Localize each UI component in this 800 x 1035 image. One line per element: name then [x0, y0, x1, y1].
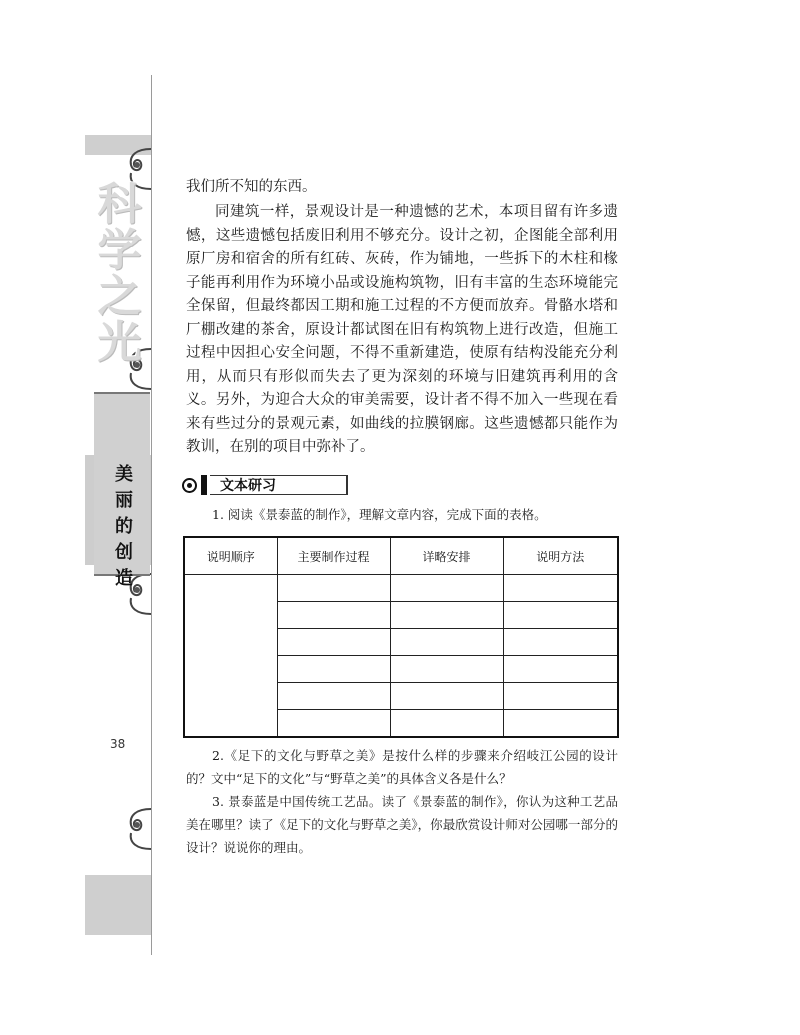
question-1: 1. 阅读《景泰蓝的制作》，理解文章内容，完成下面的表格。 [212, 507, 547, 522]
page-number: 38 [110, 737, 126, 751]
study-section-header [182, 475, 348, 495]
answer-table-wrapper [183, 536, 617, 734]
table-cell[interactable] [277, 683, 390, 710]
question-3: 3. 景泰蓝是中国传统工艺品。读了《景泰蓝的制作》，你认为这种工艺品美在哪里？读了《足下的文化与野草之美》，你最欣赏设计师对公园哪一部分的设计？说说你的理由。 [186, 794, 618, 855]
table-cell[interactable] [277, 602, 390, 629]
table-header-method: 说明方法 [503, 537, 618, 575]
table-cell[interactable] [390, 575, 503, 602]
table-cell[interactable] [503, 683, 618, 710]
question-2: 2.《足下的文化与野草之美》是按什么样的步骤来介绍岐江公园的设计的？文中“足下的文化”与“野草之美”的具体含义各是什么？ [186, 748, 618, 786]
table-cell[interactable] [503, 575, 618, 602]
table-cell[interactable] [277, 575, 390, 602]
bullet-icon [182, 478, 197, 493]
margin-strip-bottom [85, 875, 151, 935]
answer-table [183, 536, 619, 738]
table-cell[interactable] [390, 683, 503, 710]
book-title-vertical: 科学之光 [97, 179, 142, 368]
table-header-process: 主要制作过程 [277, 537, 390, 575]
margin-rule [151, 75, 152, 955]
scroll-ornament-icon [117, 805, 151, 853]
table-header-order: 说明顺序 [184, 537, 277, 575]
table-header-row [184, 537, 618, 575]
bracket-icon [201, 475, 207, 495]
table-cell[interactable] [503, 710, 618, 738]
table-cell[interactable] [390, 656, 503, 683]
table-row [184, 575, 618, 602]
table-cell[interactable] [277, 710, 390, 738]
table-cell[interactable] [277, 656, 390, 683]
table-cell[interactable] [277, 629, 390, 656]
paragraph-regrets: 同建筑一样，景观设计是一种遗憾的艺术，本项目留有许多遗憾，这些遗憾包括废旧利用不够充分。设计之初，企图能全部利用原厂房和宿舍的所有红砖、灰砖，作为铺地，一些拆下的木柱和椽子能再利用作为环境小品或设施构筑物，旧有丰富的生态环境能完全保留，但最终都因工期和施工过程的不方便而放弃。骨骼水塔和厂棚改建的茶舍，原设计都试图在旧有构筑物上进行改造，但施工过程中因担心安全问题，不得不重新建造，使原有结构没能充分利用，从而只有形似而失去了更为深刻的环境与旧建筑再利用的含义。另外，为迎合大众的审美需要，设计者不得不加入一些现在看来有些过分的景观元素，如曲线的拉膜钢廊。这些遗憾都只能作为教训，在别的项目中弥补了。 [186, 204, 618, 455]
table-cell[interactable] [390, 602, 503, 629]
table-header-detail: 详略安排 [390, 537, 503, 575]
study-section-title: 文本研习 [210, 475, 348, 495]
table-cell-order[interactable] [184, 575, 277, 738]
paragraph-continuation: 我们所不知的东西。 [186, 179, 317, 195]
table-cell[interactable] [503, 656, 618, 683]
table-cell[interactable] [503, 602, 618, 629]
table-cell[interactable] [503, 629, 618, 656]
table-cell[interactable] [390, 629, 503, 656]
table-cell[interactable] [390, 710, 503, 738]
section-label-vertical: 美丽的创造 [115, 464, 133, 589]
